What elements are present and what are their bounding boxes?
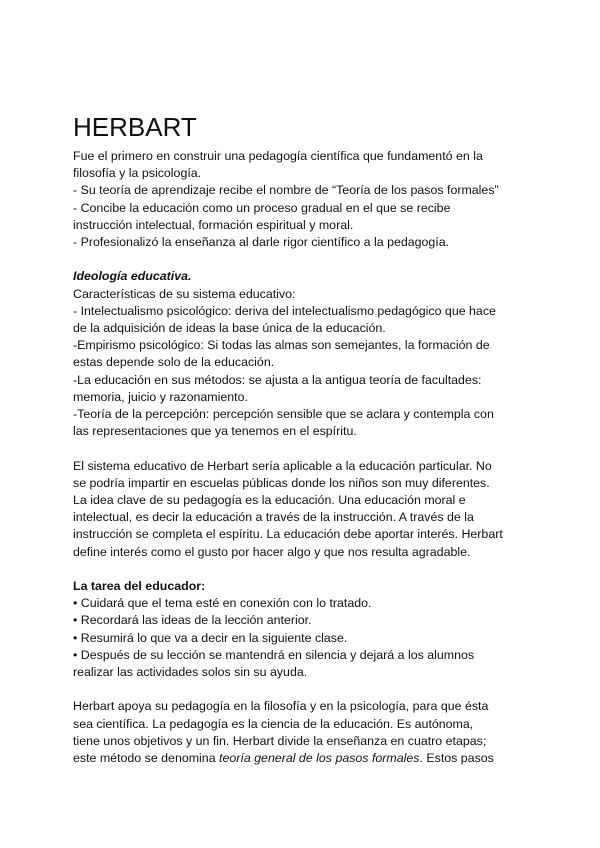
section-heading-tarea: La tarea del educador: bbox=[73, 579, 206, 594]
text-line: -Teoría de la percepción: percepción sensible que se aclara y contempla con bbox=[73, 407, 494, 422]
text-fragment: este método se denomina bbox=[73, 751, 220, 766]
text-line: sea científica. La pedagogía es la ciencia de la educación. Es autónoma, bbox=[73, 716, 474, 731]
text-line: Características de su sistema educativo: bbox=[73, 286, 296, 301]
text-line: - Concibe la educación como un proceso gradual en el que se recibe bbox=[73, 200, 451, 215]
section-heading-ideologia: Ideología educativa. bbox=[73, 269, 192, 284]
page-title: HERBART bbox=[73, 112, 197, 142]
ideologia-section bbox=[73, 268, 525, 440]
text-line bbox=[73, 750, 525, 767]
paragraph-gap bbox=[73, 440, 525, 457]
text-line: filosofía y la psicología. bbox=[73, 166, 202, 181]
text-line: tiene unos objetivos y un fin. Herbart divide la enseñanza en cuatro etapas; bbox=[73, 733, 487, 748]
text-fragment: . Estos pasos bbox=[419, 751, 494, 766]
paragraph-gap bbox=[73, 561, 525, 578]
italic-term: teoría general de los pasos formales bbox=[219, 751, 420, 766]
final-paragraph bbox=[73, 698, 525, 767]
text-line: se podría impartir en escuelas públicas donde los niños son muy diferentes. bbox=[73, 475, 490, 490]
paragraph-gap bbox=[73, 251, 525, 268]
intro-paragraph bbox=[73, 148, 525, 251]
text-line: - Su teoría de aprendizaje recibe el nombre de “Teoría de los pasos formales” bbox=[73, 183, 499, 198]
text-line: Fue el primero en construir una pedagogía científica que fundamentó en la bbox=[73, 149, 483, 163]
text-line: estas depende solo de la educación. bbox=[73, 355, 275, 370]
text-line: La idea clave de su pedagogía es la educación. Una educación moral e bbox=[73, 493, 466, 508]
list-item: • Después de su lección se mantendrá en silencia y dejará a los alumnos bbox=[73, 647, 475, 662]
text-line: define interés como el gusto por hacer algo y que nos resulta agradable. bbox=[73, 544, 471, 559]
text-line: - Intelectualismo psicológico: deriva del intelectualismo pedagógico que hace bbox=[73, 303, 496, 318]
document-page bbox=[73, 112, 525, 767]
list-item: • Resumirá lo que va a decir en la siguiente clase. bbox=[73, 630, 348, 645]
text-line: instrucción intelectual, formación espiritual y moral. bbox=[73, 217, 354, 232]
text-line: instrucción se completa el espíritu. La educación debe aportar interés. Herbart bbox=[73, 527, 503, 542]
text-line: realizar las actividades solos sin su ayuda. bbox=[73, 665, 308, 680]
text-line: El sistema educativo de Herbart sería aplicable a la educación particular. No bbox=[73, 458, 492, 473]
list-item: • Recordará las ideas de la lección anterior. bbox=[73, 613, 312, 628]
text-line: memoria, juicio y razonamiento. bbox=[73, 389, 248, 404]
text-line: de la adquisición de ideas la base única de la educación. bbox=[73, 321, 386, 336]
text-line: Herbart apoya su pedagogía en la filosofía y en la psicología, para que ésta bbox=[73, 699, 489, 714]
text-line: intelectual, es decir la educación a través de la instrucción. A través de la bbox=[73, 510, 474, 525]
paragraph-gap bbox=[73, 681, 525, 698]
text-line: - Profesionalizó la enseñanza al darle rigor científico a la pedagogía. bbox=[73, 235, 450, 250]
tarea-section bbox=[73, 578, 525, 681]
list-item: • Cuidará que el tema esté en conexión con lo tratado. bbox=[73, 596, 372, 611]
sistema-paragraph bbox=[73, 458, 525, 561]
text-line: -La educación en sus métodos: se ajusta a la antigua teoría de facultades: bbox=[73, 372, 482, 387]
text-line: -Empirismo psicológico: Si todas las almas son semejantes, la formación de bbox=[73, 338, 490, 353]
text-line: las representaciones que ya tenemos en el espíritu. bbox=[73, 424, 357, 439]
